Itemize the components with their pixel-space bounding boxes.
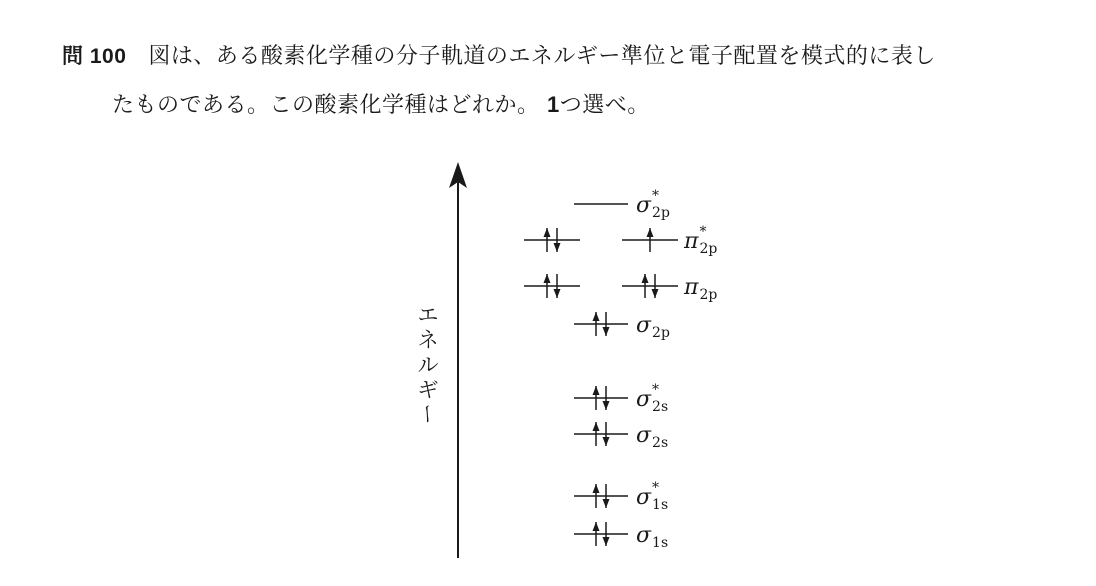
orbital-label: σ2s [636,423,669,451]
orbital-levels [524,188,717,551]
question-number: 問 100 [62,45,127,68]
energy-axis-label [415,303,439,425]
spin-up-arrowhead [544,228,551,237]
energy-label-char: エ [417,303,439,327]
answer-count: 1 [547,92,560,117]
spin-down-arrowhead [603,437,610,446]
spin-up-arrowhead [593,522,600,531]
energy-label-char: ル [417,353,439,377]
spin-down-arrowhead [603,327,610,336]
question-text-2: たものである。この酸素化学種はどれか。 [112,93,540,118]
orbital-label: π2p [684,275,718,303]
orbital-label: σ* 2p [636,188,670,221]
question-text-1: 図は、ある酸素化学種の分子軌道のエネルギー準位と電子配置を模式的に表し [148,44,936,69]
energy-label-char: ー [415,403,439,425]
spin-down-arrowhead [652,289,659,298]
spin-up-arrowhead [593,386,600,395]
spin-up-arrowhead [593,484,600,493]
spin-up-arrowhead [593,422,600,431]
orbital-label: σ1s [636,523,669,551]
spin-up-arrowhead [593,312,600,321]
energy-label-char: ギ [417,378,439,402]
spin-down-arrowhead [554,289,561,298]
energy-label-char: ネ [417,328,439,352]
spin-down-arrowhead [603,537,610,546]
spin-up-arrowhead [642,274,649,283]
orbital-label: σ* 1s [636,480,669,513]
spin-down-arrowhead [554,243,561,252]
spin-down-arrowhead [603,499,610,508]
spin-up-arrowhead [647,228,654,237]
orbital-label: σ* 2s [636,382,669,415]
spin-down-arrowhead [603,401,610,410]
orbital-label: σ2p [636,313,670,341]
spin-up-arrowhead [544,274,551,283]
orbital-label: π* 2p [684,224,718,257]
question-text-3: つ選べ。 [559,93,650,118]
